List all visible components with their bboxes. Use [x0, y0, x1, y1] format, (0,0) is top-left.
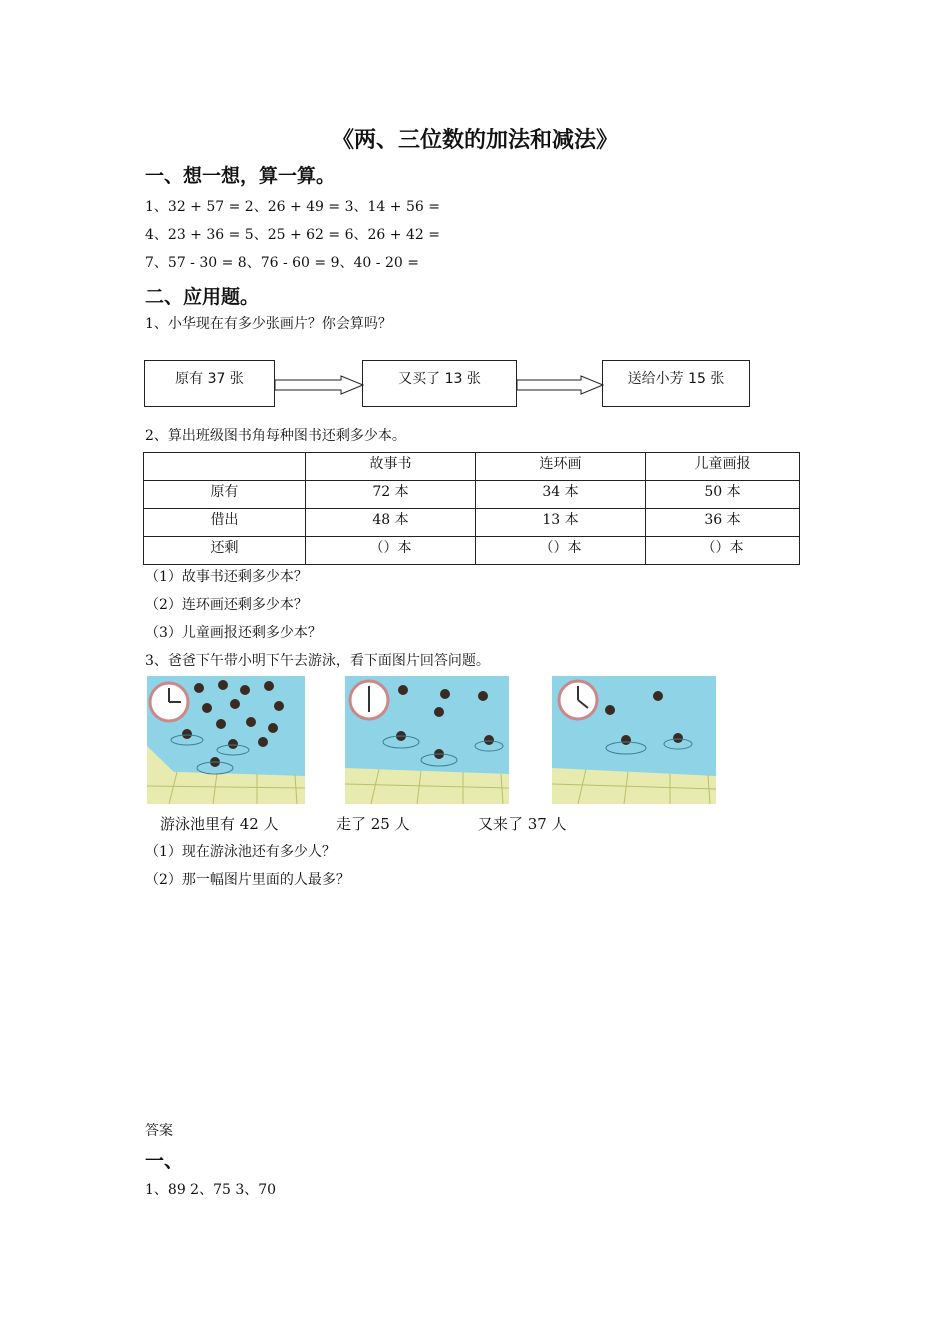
table-cell: 原有	[144, 481, 306, 509]
question-3-sub-2: （2）那一幅图片里面的人最多？	[145, 872, 350, 888]
pool-picture-2	[345, 676, 509, 804]
table-row	[144, 509, 800, 537]
table-cell: 48 本	[306, 509, 476, 537]
table-row	[144, 481, 800, 509]
answers-heading: 一、	[145, 1150, 184, 1172]
question-2-text: 2、算出班级图书角每种图书还剩多少本。	[145, 428, 406, 444]
pool-picture-1	[147, 676, 305, 804]
answers-line-1: 1、89 2、75 3、70	[145, 1182, 277, 1198]
table-header-cell: 故事书	[306, 453, 476, 481]
pool-caption-1: 游泳池里有 42 人	[160, 815, 279, 833]
question-3-text: 3、爸爸下午带小明下午去游泳，看下面图片回答问题。	[145, 653, 490, 669]
question-2-sub-1: （1）故事书还剩多少本？	[145, 569, 308, 585]
question-1-text: 1、小华现在有多少张画片？你会算吗？	[145, 316, 392, 332]
pool-caption-3: 又来了 37 人	[478, 815, 567, 833]
table-cell: 13 本	[476, 509, 646, 537]
table-cell: （）本	[306, 537, 476, 565]
table-cell: （）本	[476, 537, 646, 565]
flow-arrow-2	[517, 375, 605, 395]
calc-line-2: 4、23 + 36 = 5、25 + 62 = 6、26 + 42 =	[145, 227, 440, 243]
table-cell: （）本	[646, 537, 800, 565]
section-1-heading: 一、想一想，算一算。	[145, 165, 336, 187]
flow-box-original: 原有 37 张	[144, 360, 275, 407]
table-header-cell: 儿童画报	[646, 453, 800, 481]
table-header-cell: 连环画	[476, 453, 646, 481]
pool-picture-3	[552, 676, 716, 804]
table-cell: 34 本	[476, 481, 646, 509]
page-title: 《两、三位数的加法和减法》	[331, 127, 618, 153]
question-2-sub-3: （3）儿童画报还剩多少本？	[145, 625, 322, 641]
flow-box-gave: 送给小芳 15 张	[602, 360, 750, 407]
table-cell: 50 本	[646, 481, 800, 509]
book-table	[143, 452, 800, 565]
flow-box-bought: 又买了 13 张	[362, 360, 517, 407]
flow-arrow-1	[275, 375, 365, 395]
question-3-sub-1: （1）现在游泳池还有多少人？	[145, 844, 336, 860]
section-2-heading: 二、应用题。	[145, 286, 260, 308]
answers-label: 答案	[145, 1123, 173, 1139]
table-header-cell	[144, 453, 306, 481]
question-2-sub-2: （2）连环画还剩多少本？	[145, 597, 308, 613]
table-cell: 72 本	[306, 481, 476, 509]
table-row	[144, 537, 800, 565]
table-cell: 36 本	[646, 509, 800, 537]
calc-line-3: 7、57 - 30 = 8、76 - 60 = 9、40 - 20 =	[145, 255, 419, 271]
table-header-row	[144, 453, 800, 481]
table-cell: 还剩	[144, 537, 306, 565]
table-cell: 借出	[144, 509, 306, 537]
calc-line-1: 1、32 + 57 = 2、26 + 49 = 3、14 + 56 =	[145, 199, 440, 215]
pool-caption-2: 走了 25 人	[336, 815, 410, 833]
